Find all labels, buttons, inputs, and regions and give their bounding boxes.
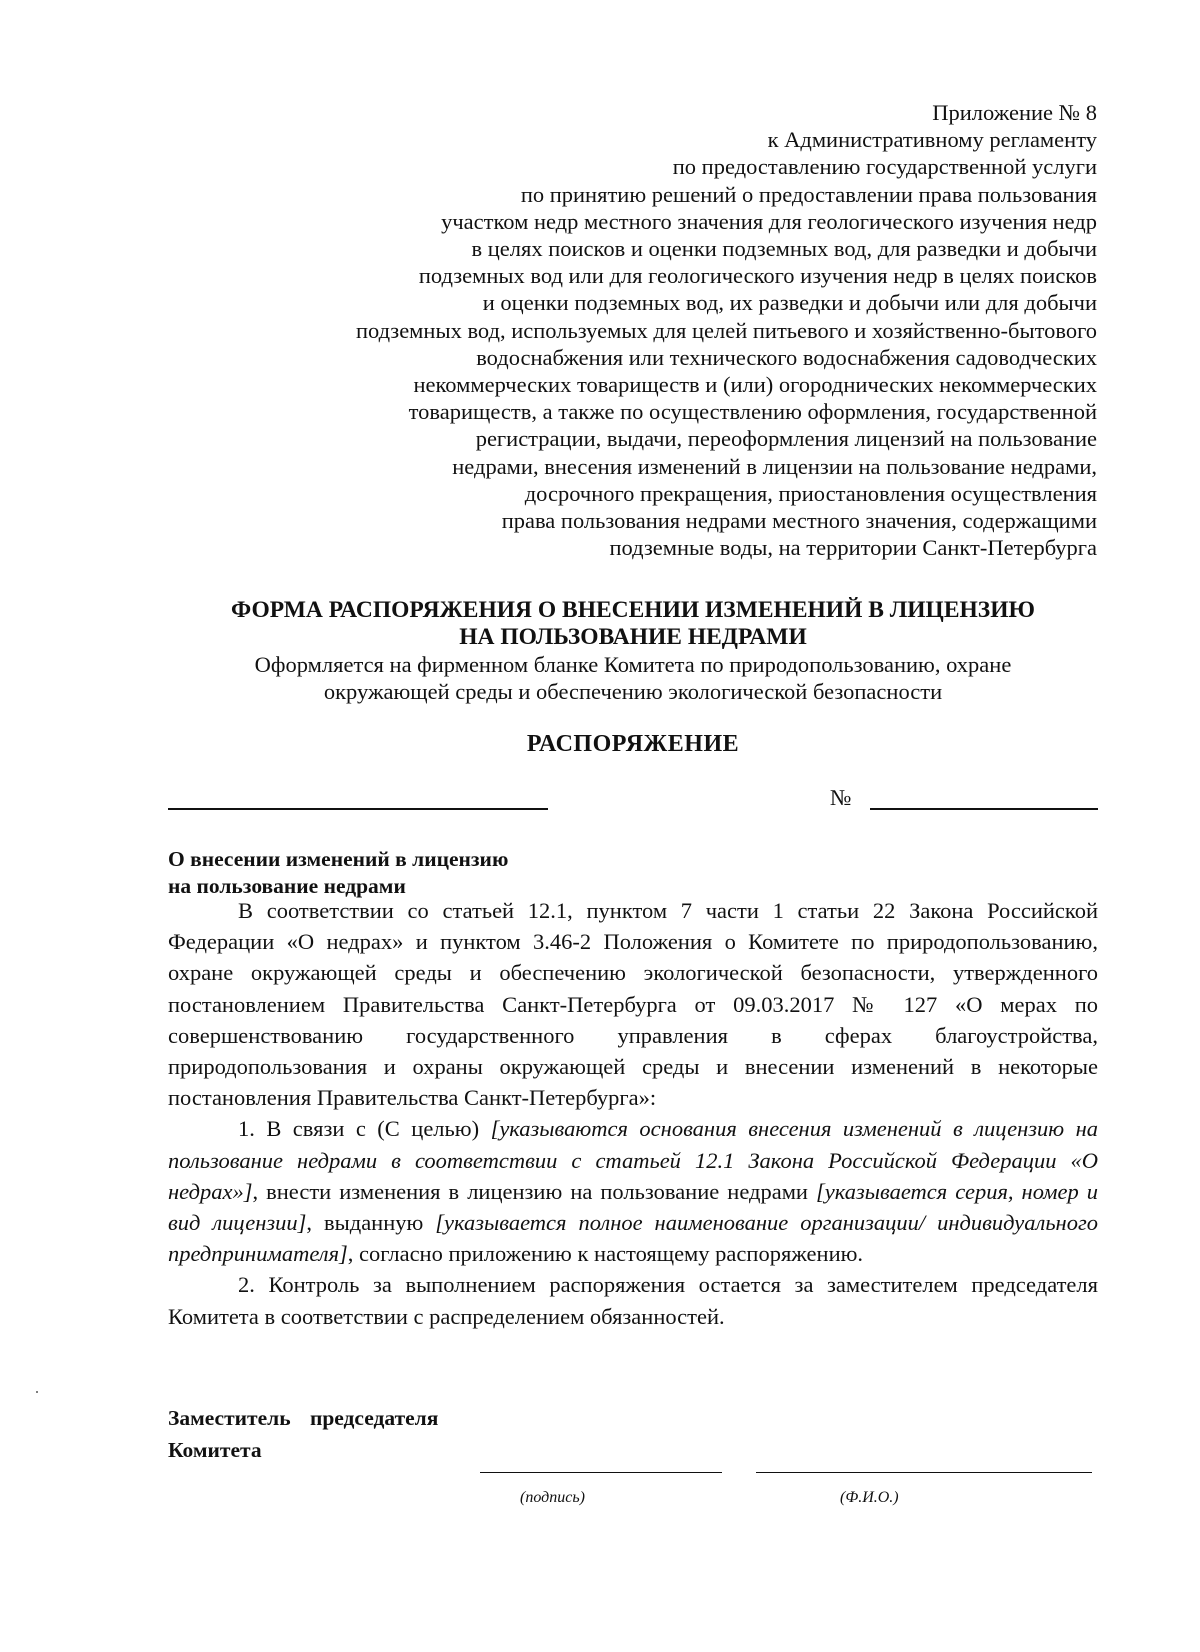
- appendix-header: [257, 99, 1097, 561]
- signer-block: [168, 1402, 438, 1466]
- date-blank-line: [168, 808, 548, 810]
- appendix-line: к Административному регламенту: [767, 127, 1097, 153]
- appendix-line: водоснабжения или технического водоснабжения садоводческих: [476, 344, 1097, 370]
- form-subtitle-line: Оформляется на фирменном бланке Комитета по природопользованию, охране: [254, 652, 1012, 677]
- clause-2-paragraph: 2. Контроль за выполнением распоряжения остается за заместителем председателя Комитета в соответствии с распределением обязанностей.: [168, 1272, 1098, 1329]
- signer-organization: Комитета: [168, 1438, 262, 1462]
- subject-heading: [168, 846, 508, 900]
- clause-1-paragraph: [168, 1113, 1098, 1269]
- form-title-line: НА ПОЛЬЗОВАНИЕ НЕДРАМИ: [459, 624, 807, 650]
- form-subtitle-line: окружающей среды и обеспечению экологической безопасности: [323, 679, 943, 704]
- signer-position: Заместитель председателя: [168, 1406, 439, 1430]
- preamble-paragraph: В соответствии со статьей 12.1, пунктом 7 части 1 статьи 22 Закона Российской Федерации «О недрах» и пунктом 3.46-2 Положения о Комитете по природопользованию, охране окружающей среды и обеспечению экологической безопасности, утвержденного постановлением Правительства Санкт-Петербурга от 09.03.2017 № 127 «О мерах по совершенствованию государственного управления в сферах благоустройства, природопользования и охраны окружающей среды и внесении изменений в некоторые постановления Правительства Санкт-Петербурга»:: [168, 898, 1098, 1111]
- appendix-line: участком недр местного значения для геологического изучения недр: [441, 208, 1097, 234]
- form-subtitle: [168, 651, 1098, 705]
- form-title-line: ФОРМА РАСПОРЯЖЕНИЯ О ВНЕСЕНИИ ИЗМЕНЕНИЙ В ЛИЦЕНЗИЮ: [231, 597, 1035, 623]
- signature-blank-line: [480, 1472, 722, 1473]
- name-caption: (Ф.И.О.): [840, 1489, 899, 1506]
- appendix-line: некоммерческих товариществ и (или) огороднических некоммерческих: [413, 372, 1097, 398]
- appendix-line: подземных вод, используемых для целей питьевого и хозяйственно-бытового: [355, 317, 1097, 343]
- appendix-line: по предоставлению государственной услуги: [672, 154, 1097, 180]
- appendix-line: досрочного прекращения, приостановления осуществления: [524, 480, 1097, 506]
- appendix-line: товариществ, а также по осуществлению оформления, государственной: [408, 399, 1097, 425]
- order-body: [168, 895, 1098, 1332]
- appendix-line: в целях поисков и оценки подземных вод, для разведки и добычи: [471, 236, 1097, 262]
- clause-1-text: , согласно приложению к настоящему распоряжению.: [347, 1241, 864, 1267]
- clause-1-text: , выданную: [306, 1210, 436, 1236]
- placeholder-holder: [указывается полное наименование организации/ индивидуального предпринимателя]: [168, 1210, 1098, 1267]
- appendix-line: и оценки подземных вод, их разведки и добычи или для добычи: [482, 290, 1097, 316]
- appendix-line: по принятию решений о предоставлении права пользования: [520, 181, 1097, 207]
- subject-line: на пользование недрами: [168, 874, 406, 898]
- name-blank-line: [756, 1472, 1092, 1473]
- number-blank-line: [870, 808, 1098, 810]
- signature-caption: (подпись): [520, 1489, 585, 1506]
- placeholder-license: [указывается серия, номер и вид лицензии]: [168, 1178, 1098, 1236]
- placeholder-grounds: [указываются основания внесения изменений в лицензию на пользование недрами в соответствии с статьей 12.1 Закона Российской Федерации «О недрах»]: [168, 1116, 1098, 1204]
- number-label: №: [830, 785, 852, 810]
- subject-line: О внесении изменений в лицензию: [168, 847, 509, 871]
- appendix-line: подземные воды, на территории Санкт-Петербурга: [609, 535, 1097, 561]
- clause-1-text: 1. В связи с (С целью): [238, 1116, 491, 1142]
- appendix-line: недрами, внесения изменений в лицензии на пользование недрами,: [452, 453, 1097, 479]
- scan-speck: [36, 1391, 38, 1393]
- appendix-line: права пользования недрами местного значения, содержащими: [501, 508, 1097, 534]
- appendix-line: подземных вод или для геологического изучения недр в целях поисков: [418, 263, 1097, 289]
- form-title: [168, 597, 1098, 651]
- document-title: РАСПОРЯЖЕНИЕ: [526, 731, 740, 757]
- appendix-line: Приложение № 8: [932, 100, 1097, 125]
- clause-1-text: , внести изменения в лицензию на пользование недрами: [252, 1178, 817, 1204]
- appendix-line: регистрации, выдачи, переоформления лицензий на пользование: [475, 426, 1097, 452]
